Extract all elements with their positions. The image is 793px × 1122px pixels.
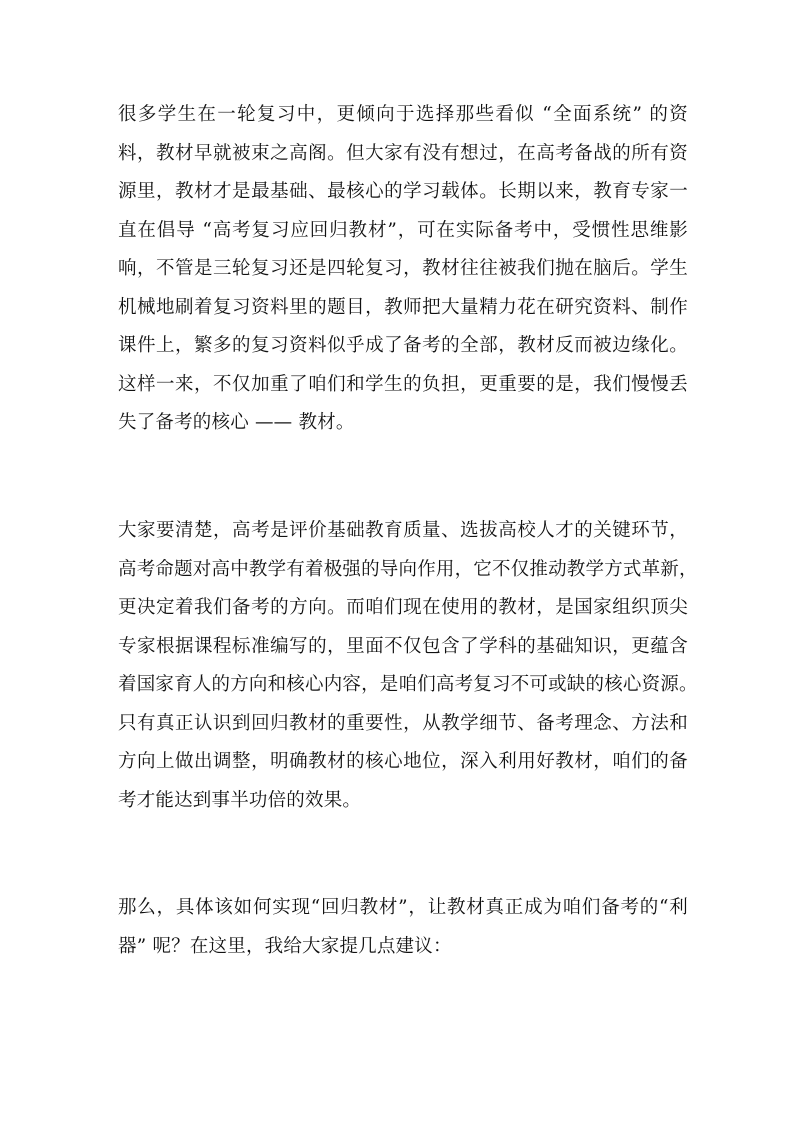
text-line: 直在倡导 “高考复习应回归教材”，可在实际备考中，受惯性思维影	[118, 219, 688, 241]
text-line: 源里，教材才是最基础、最核心的学习载体。长期以来，教育专家一	[118, 181, 688, 202]
paragraph-3	[118, 889, 688, 966]
text-line: 课件上，繁多的复习资料似乎成了备考的全部，教材反而被边缘化。	[118, 335, 688, 356]
text-line: 失了备考的核心 —— 教材。	[118, 412, 355, 433]
text-line: 着国家育人的方向和核心内容，是咱们高考复习不可或缺的核心资源。	[118, 674, 698, 695]
text-line: 那么，具体该如何实现“回归教材”，让教材真正成为咱们备考的“利	[118, 897, 688, 918]
text-line: 方向上做出调整，明确教材的核心地位，深入利用好教材，咱们的备	[118, 751, 688, 772]
text-line: 更决定着我们备考的方向。而咱们现在使用的教材，是国家组织顶尖	[118, 597, 688, 618]
text-line: 器” 呢？在这里，我给大家提几点建议：	[118, 935, 452, 957]
text-line: 响，不管是三轮复习还是四轮复习，教材往往被我们抛在脑后。学生	[118, 258, 688, 279]
paragraph-1	[118, 96, 688, 443]
text-line: 专家根据课程标准编写的，里面不仅包含了学科的基础知识，更蕴含	[118, 635, 688, 657]
text-line: 只有真正认识到回归教材的重要性，从教学细节、备考理念、方法和	[118, 712, 688, 734]
text-line: 机械地刷着复习资料里的题目，教师把大量精力花在研究资料、制作	[118, 296, 688, 318]
text-line: 高考命题对高中教学有着极强的导向作用，它不仅推动教学方式革新，	[118, 558, 698, 580]
text-line: 考才能达到事半功倍的效果。	[118, 789, 362, 811]
text-line: 料，教材早就被束之高阁。但大家有没有想过，在高考备战的所有资	[118, 142, 688, 164]
text-line: 这样一来，不仅加重了咱们和学生的负担，更重要的是，我们慢慢丢	[118, 373, 688, 395]
text-line: 大家要清楚，高考是评价基础教育质量、选拔高校人才的关键环节，	[118, 520, 688, 541]
text-line: 很多学生在一轮复习中，更倾向于选择那些看似 “全面系统” 的资	[118, 104, 688, 125]
paragraph-2	[118, 512, 698, 820]
